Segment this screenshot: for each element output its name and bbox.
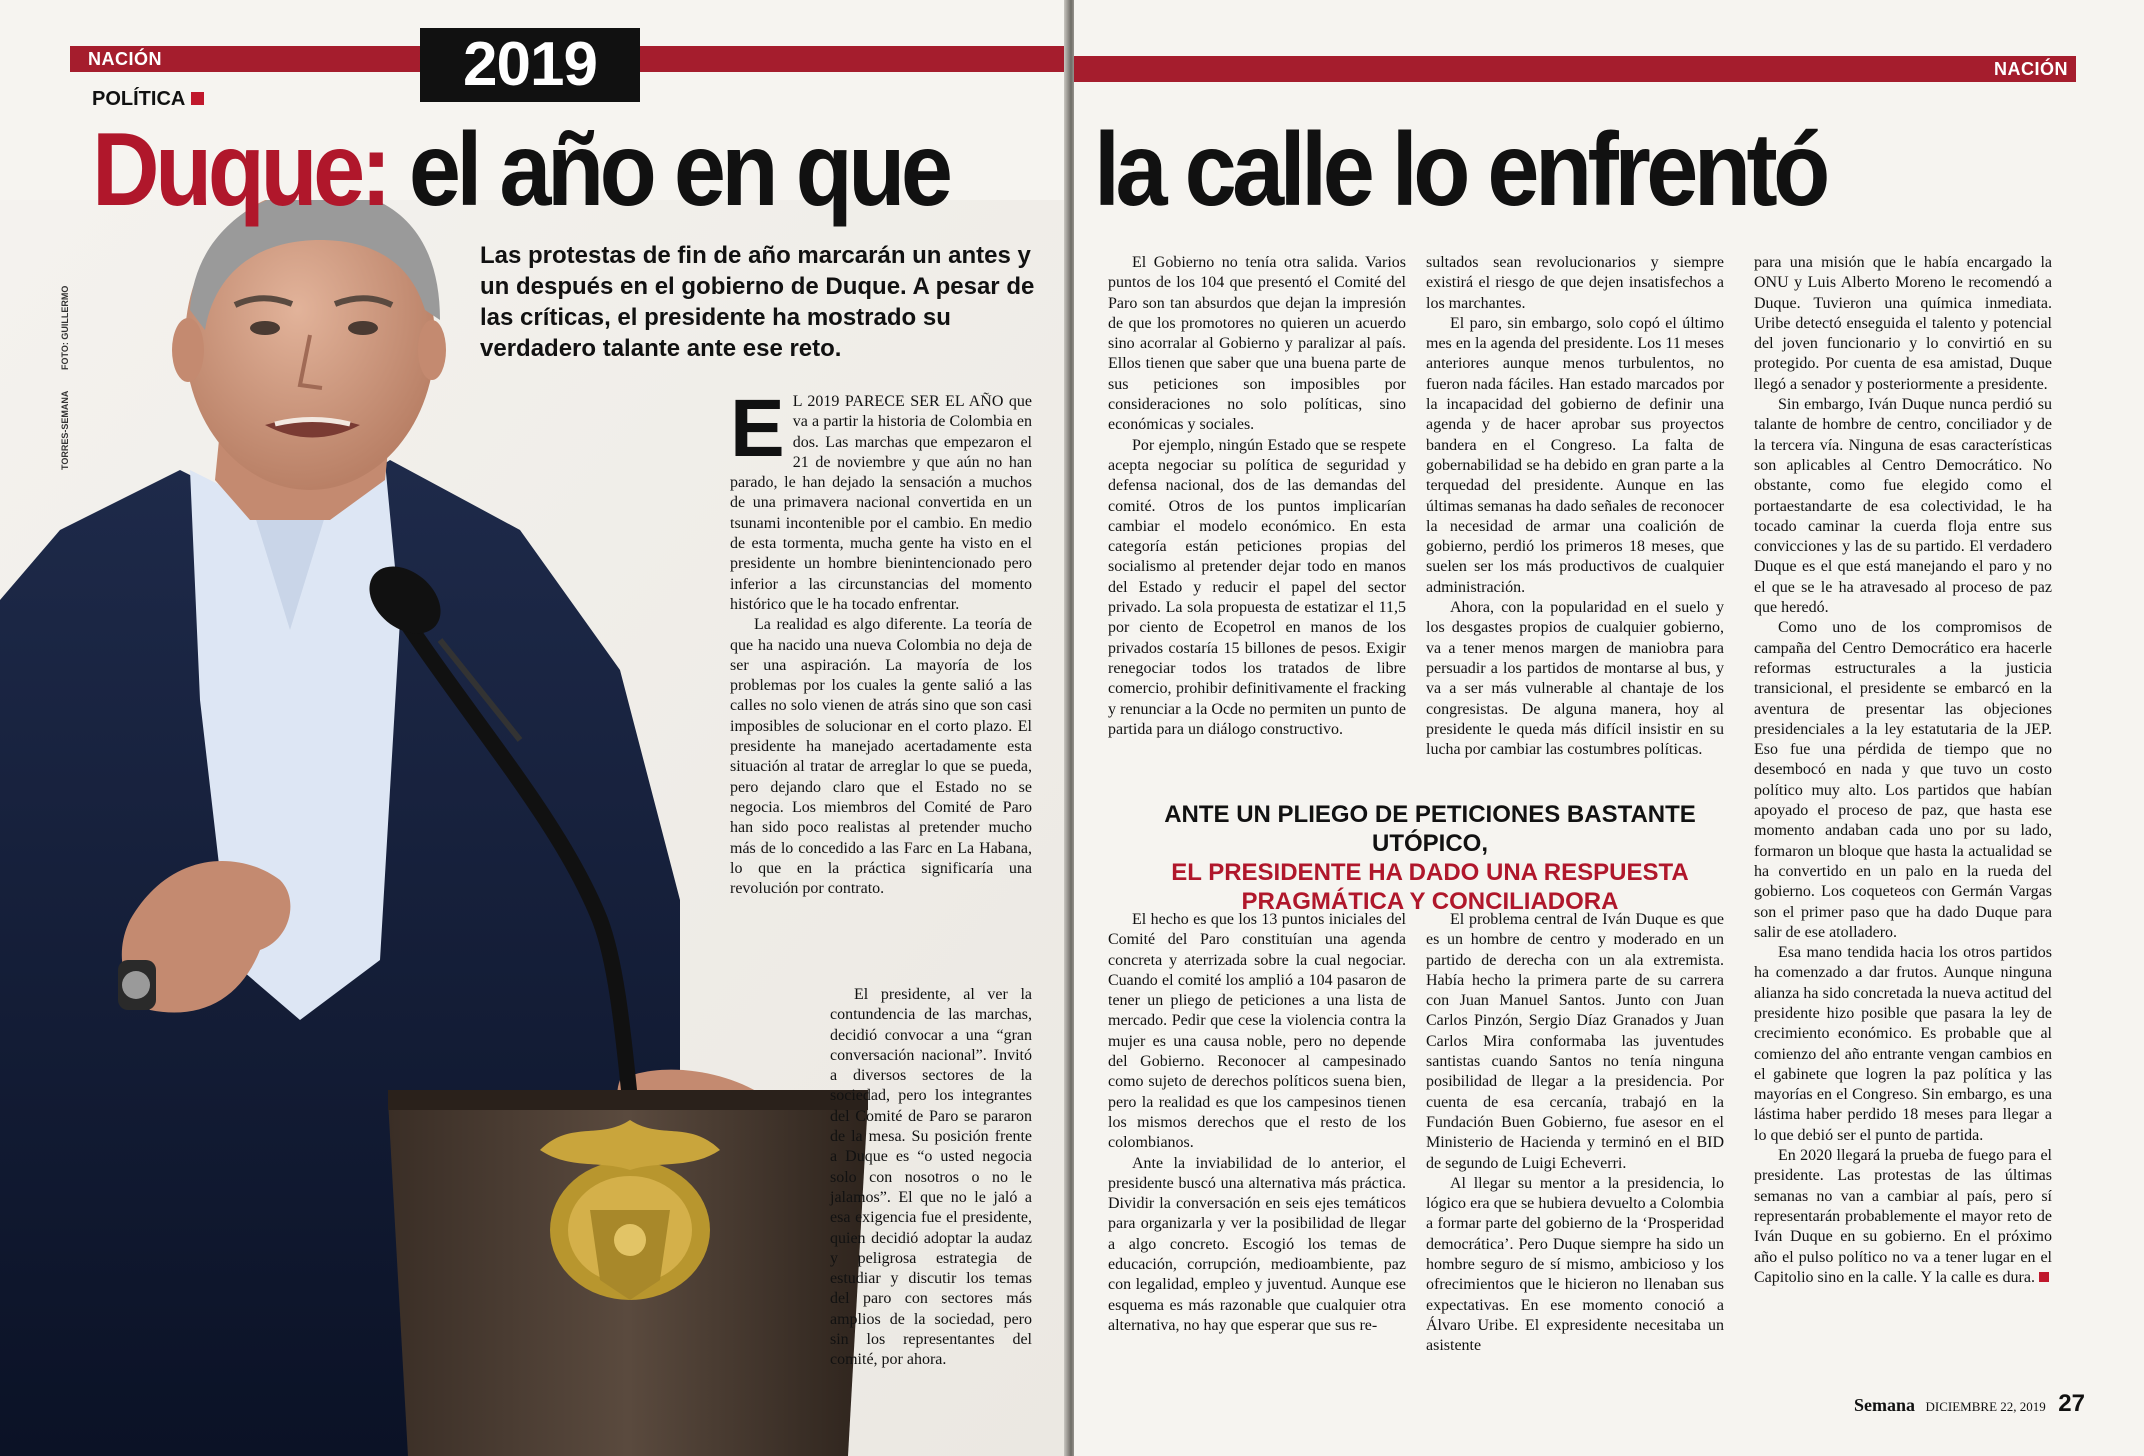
col2-paragraph-3: Ahora, con la popularidad en el suelo y los desgastes propios de cualquier gobierno, va a tener menos margen de maniobra para persuadir a los partidos de montarse al bus, y va a ser más vulnerable al chantaje de los congresistas. De alguna manera, hoy al presidente le queda más difícil insistir en su lucha por cambiar las costumbres políticas. [1426, 599, 1724, 759]
headline-black: el año en que [408, 112, 949, 228]
photo-credit-line-1: FOTO: GUILLERMO [60, 285, 70, 370]
right-col1-bottom [1108, 910, 1406, 1336]
section-bar-right [1074, 56, 2076, 82]
col3-paragraph-3: Como uno de los compromisos de campaña del Centro Democrático era hacerle reformas estructurales a la justicia transicional, el presidente se embarcó en la aventura de presentar las objeciones presidenciales a la ley estatutaria de la JEP. Eso fue una pérdida de tiempo que no desembocó en nada y que tuvo un costo político muy alto. Los partidos que habían apoyado el proceso de paz, que hasta ese momento andaban cada uno por su lado, formaron un bloque que hasta la actualidad se ha convertido en un palo en la rueda del gobierno. Los coqueteos con Germán Vargas son el primer paso que ha dado Duque para salir de ese atolladero. [1754, 619, 2052, 941]
body-paragraph-1: L 2019 PARECE SER EL AÑO que va a partir la historia de Colombia en dos. Las marchas que empezaron el 21 de noviembre y que aún no han parado, le han dejado la sensación a muchos de una primavera nacional convertida en un tsunami incontenible por el cambio. En medio de esta tormenta, mucha gente ha visto en el presidente un hombre bienintencionado pero inferior a las circunstancias del momento histórico que le ha tocado enfrentar. [730, 393, 1032, 613]
col3-paragraph-1: para una misión que le había encargado la ONU y Luis Alberto Moreno le recomendó a Duque. Tuvieron una química inmediata. Uribe detectó enseguida el talento y potencial del joven funcionario y lo convirtió en su protegido. Por cuenta de esa amistad, Duque llegó a senador y posteriormente a presidente. [1754, 254, 2052, 393]
category-label [92, 88, 204, 111]
section-label: NACIÓN [88, 49, 162, 69]
right-col3 [1754, 253, 2052, 1288]
drop-cap: E [730, 383, 785, 474]
category-square-icon [191, 92, 204, 105]
pull-quote [1110, 800, 1750, 916]
footer-magazine: Semana [1854, 1395, 1916, 1415]
left-body-narrow [830, 985, 1032, 1371]
year-box: 2019 [420, 28, 640, 102]
lead-paragraph: Las protestas de fin de año marcarán un antes y un después en el gobierno de Duque. A pesar de las críticas, el presidente ha mostrado su verdadero talante ante ese reto. [480, 242, 1035, 362]
right-col2-bottom [1426, 910, 1724, 1357]
col3-paragraph-5: En 2020 llegará la prueba de fuego para el presidente. Las protestas de las últimas semanas no van a cambiar al país, pero sí representarán probablemente el mayor reto de Iván Duque en su gobierno. En el próximo año el pulso político no va a tener lugar en el Capitolio sino en la calle. Y la calle es dura. [1754, 1147, 2052, 1286]
body-paragraph-3: El presidente, al ver la contundencia de las marchas, decidió convocar a una “gran conversación nacional”. Invitó a diversos sectores de la sociedad, pero los integrantes del Comité de Paro se pararon de la mesa. Su posición frente a Duque es “o usted negocia solo con nosotros o no le jalamos”. El que no le jaló a esa exigencia fue el presidente, quien decidió adoptar la audaz y peligrosa estrategia de estudiar y discutir los temas del paro con sectores más amplios de la sociedad, pero sin los representantes del comité, por ahora. [830, 986, 1032, 1369]
right-page [1074, 0, 2144, 1456]
photo-credit [60, 286, 70, 370]
footer-date: DICIEMBRE 22, 2019 [1925, 1399, 2046, 1414]
body-paragraph-2: La realidad es algo diferente. La teoría de que ha nacido una nueva Colombia no deja de ser una aspiración. La mayoría de los problemas por los cuales la gente salió a las calles no solo vienen de atrás sino que son casi imposibles de solucionar en el corto plazo. El presidente ha manejado acertadamente esta situación al tratar de arreglar lo que se pueda, pero dejando claro que el Estado no se negocia. Los miembros del Comité de Paro han sido poco realistas al pretender mucho más de lo concedido a las Farc en La Habana, lo que en la práctica significaría una revolución por contrato. [730, 616, 1032, 898]
col3-paragraph-2: Sin embargo, Iván Duque nunca perdió su talante de hombre de centro, conciliador y de la tercera vía. Ninguna de esas características son aplicables al Centro Democrático. No obstante, como fue elegido como el portaestandarte de esa colectividad, le ha tocado caminar la cuerda floja entre sus convicciones y las de su partido. El verdadero Duque es el que está manejando el paro y no el que se le ha atravesado al proceso de paz que heredó. [1754, 396, 2052, 617]
col2-paragraph-2: El paro, sin embargo, solo copó el último mes en la agenda del presidente. Los 11 meses anteriores aunque menos turbulentos, no fueron nada fáciles. Han estado marcados por la incapacidad del gobierno de definir una agenda y de hacer aprobar sus proyectos bandera en el Congreso. La falta de gobernabilidad se ha debido en gran parte a la terquedad del presidente. Aunque en las últimas semanas ha dado señales de reconocer la necesidad de armar una coalición de gobierno, perdió los primeros 18 meses, que suelen ser los más productivos de cualquier administración. [1426, 314, 1724, 596]
col3-paragraph-4: Esa mano tendida hacia los otros partidos ha comenzado a dar frutos. Aunque ninguna alianza ha sido concretada la nueva actitud del presidente hizo posible que pasara la ley de crecimiento económico. Es probable que al comienzo del año entrante vengan cambios en el gabinete que logren la paz política y las mayorías en el Congreso. Sin embargo, es una lástima haber perdido 18 meses para llegar a lo que debió ser el punto de partida. [1754, 944, 2052, 1144]
col2-bottom-paragraph-2: Al llegar su mentor a la presidencia, lo lógico era que se hubiera devuelto a Colombia a formar parte del gobierno de la ‘Prosperidad democrática’. Pero Duque siempre ha sido un hombre seguro de sí mismo, ambicioso y los ofrecimientos que le hicieron no llenaban sus expectativas. En ese momento conoció a Álvaro Uribe. El expresidente necesitaba un asistente [1426, 1174, 1724, 1355]
left-body-top [730, 383, 1032, 899]
col1-bottom-paragraph-1: El hecho es que los 13 puntos iniciales del Comité del Paro constituían una agenda concreta y aterrizada sobre la cual negociar. Cuando el comité los amplió a 104 pasaron de tener un pliego de peticiones a una lista de mercado. Pedir que cese la violencia contra la mujer es una causa noble, pero no depende del Gobierno. Reconocer al campesinado como sujeto de derechos políticos suena bien, pero la realidad es que los campesinos tienen los mismos derechos que el resto de los colombianos. [1108, 911, 1406, 1152]
headline-right: la calle lo enfrentó [1094, 112, 1826, 228]
category-text: POLÍTICA [92, 88, 186, 110]
right-col1-top [1108, 253, 1406, 740]
col1-bottom-paragraph-2: Ante la inviabilidad de lo anterior, el presidente buscó una alternativa más práctica. Dividir la conversación en seis ejes temáticos para organizarla y ver la posibilidad de llegar a algo concreto. Escogió los temas de educación, corrupción, medioambiente, paz con legalidad, empleo y juventud. Aunque ese esquema es más razonable que cualquier otra alternativa, no hay que esperar que sus re- [1108, 1154, 1406, 1334]
col2-bottom-paragraph-1: El problema central de Iván Duque es que es un hombre de centro y moderado en un partido de derecha con un ala extremista. Había hecho la primera parte de su carrera con Juan Manuel Santos. Junto con Juan Carlos Pinzón, Sergio Díaz Granados y Juan Carlos Mira conformaba las juventudes santistas cuando Santos no tenía ninguna posibilidad de llegar a la presidencia. Por cuenta de esa cercanía, trabajó en la Fundación Buen Gobierno, fue asesor en el Ministerio de Hacienda y terminó en el BID de segundo de Luigi Echeverri. [1426, 911, 1724, 1172]
col1-paragraph-1: El Gobierno no tenía otra salida. Varios puntos de los 104 que presentó el Comité del Paro son tan absurdos que dejan la impresión de que los promotores no quieren un acuerdo sino acorralar al Gobierno y paralizar al país. Ellos tienen que saber que una buena parte de sus peticiones son imposibles por consideraciones no solo políticas, sino económicas y sociales. [1108, 254, 1406, 434]
photo-credit-2 [60, 391, 70, 470]
pull-quote-black: ANTE UN PLIEGO DE PETICIONES BASTANTE UTÓPICO, [1164, 801, 1696, 857]
pull-quote-red: EL PRESIDENTE HA DADO UNA RESPUESTA PRAGMÁTICA Y CONCILIADORA [1171, 859, 1689, 915]
right-col2-top [1426, 253, 1724, 760]
end-mark-icon [2039, 1272, 2049, 1282]
section-label-right: NACIÓN [1994, 59, 2068, 79]
page-footer [1854, 1390, 2085, 1418]
headline-red: Duque: [92, 112, 388, 228]
left-page [0, 0, 1068, 1456]
col1-paragraph-2: Por ejemplo, ningún Estado que se respete acepta negociar su política de seguridad y defensa nacional, dos de las demandas del comité. Otros de los puntos implicarían cambiar el modelo económico. En esta categoría están peticiones propias del socialismo al pretender dejar todo en manos del Estado y reducir el papel del sector privado. La sola propuesta de estatizar el 11,5 por ciento de Ecopetrol en manos de los privados costaría 15 billones de pesos. Exigir renegociar todos los tratados de libre comercio, prohibir definitivamente el fracking y renunciar a la Ocde no permiten un punto de partida para un diálogo constructivo. [1108, 436, 1406, 738]
headline-left [92, 112, 949, 228]
photo-credit-line-2: TORRES-SEMANA [60, 390, 70, 470]
page-number: 27 [2058, 1390, 2085, 1417]
col2-paragraph-1: sultados sean revolucionarios y siempre existirá el riesgo de que dejen insatisfechos a los marchantes. [1426, 254, 1724, 312]
